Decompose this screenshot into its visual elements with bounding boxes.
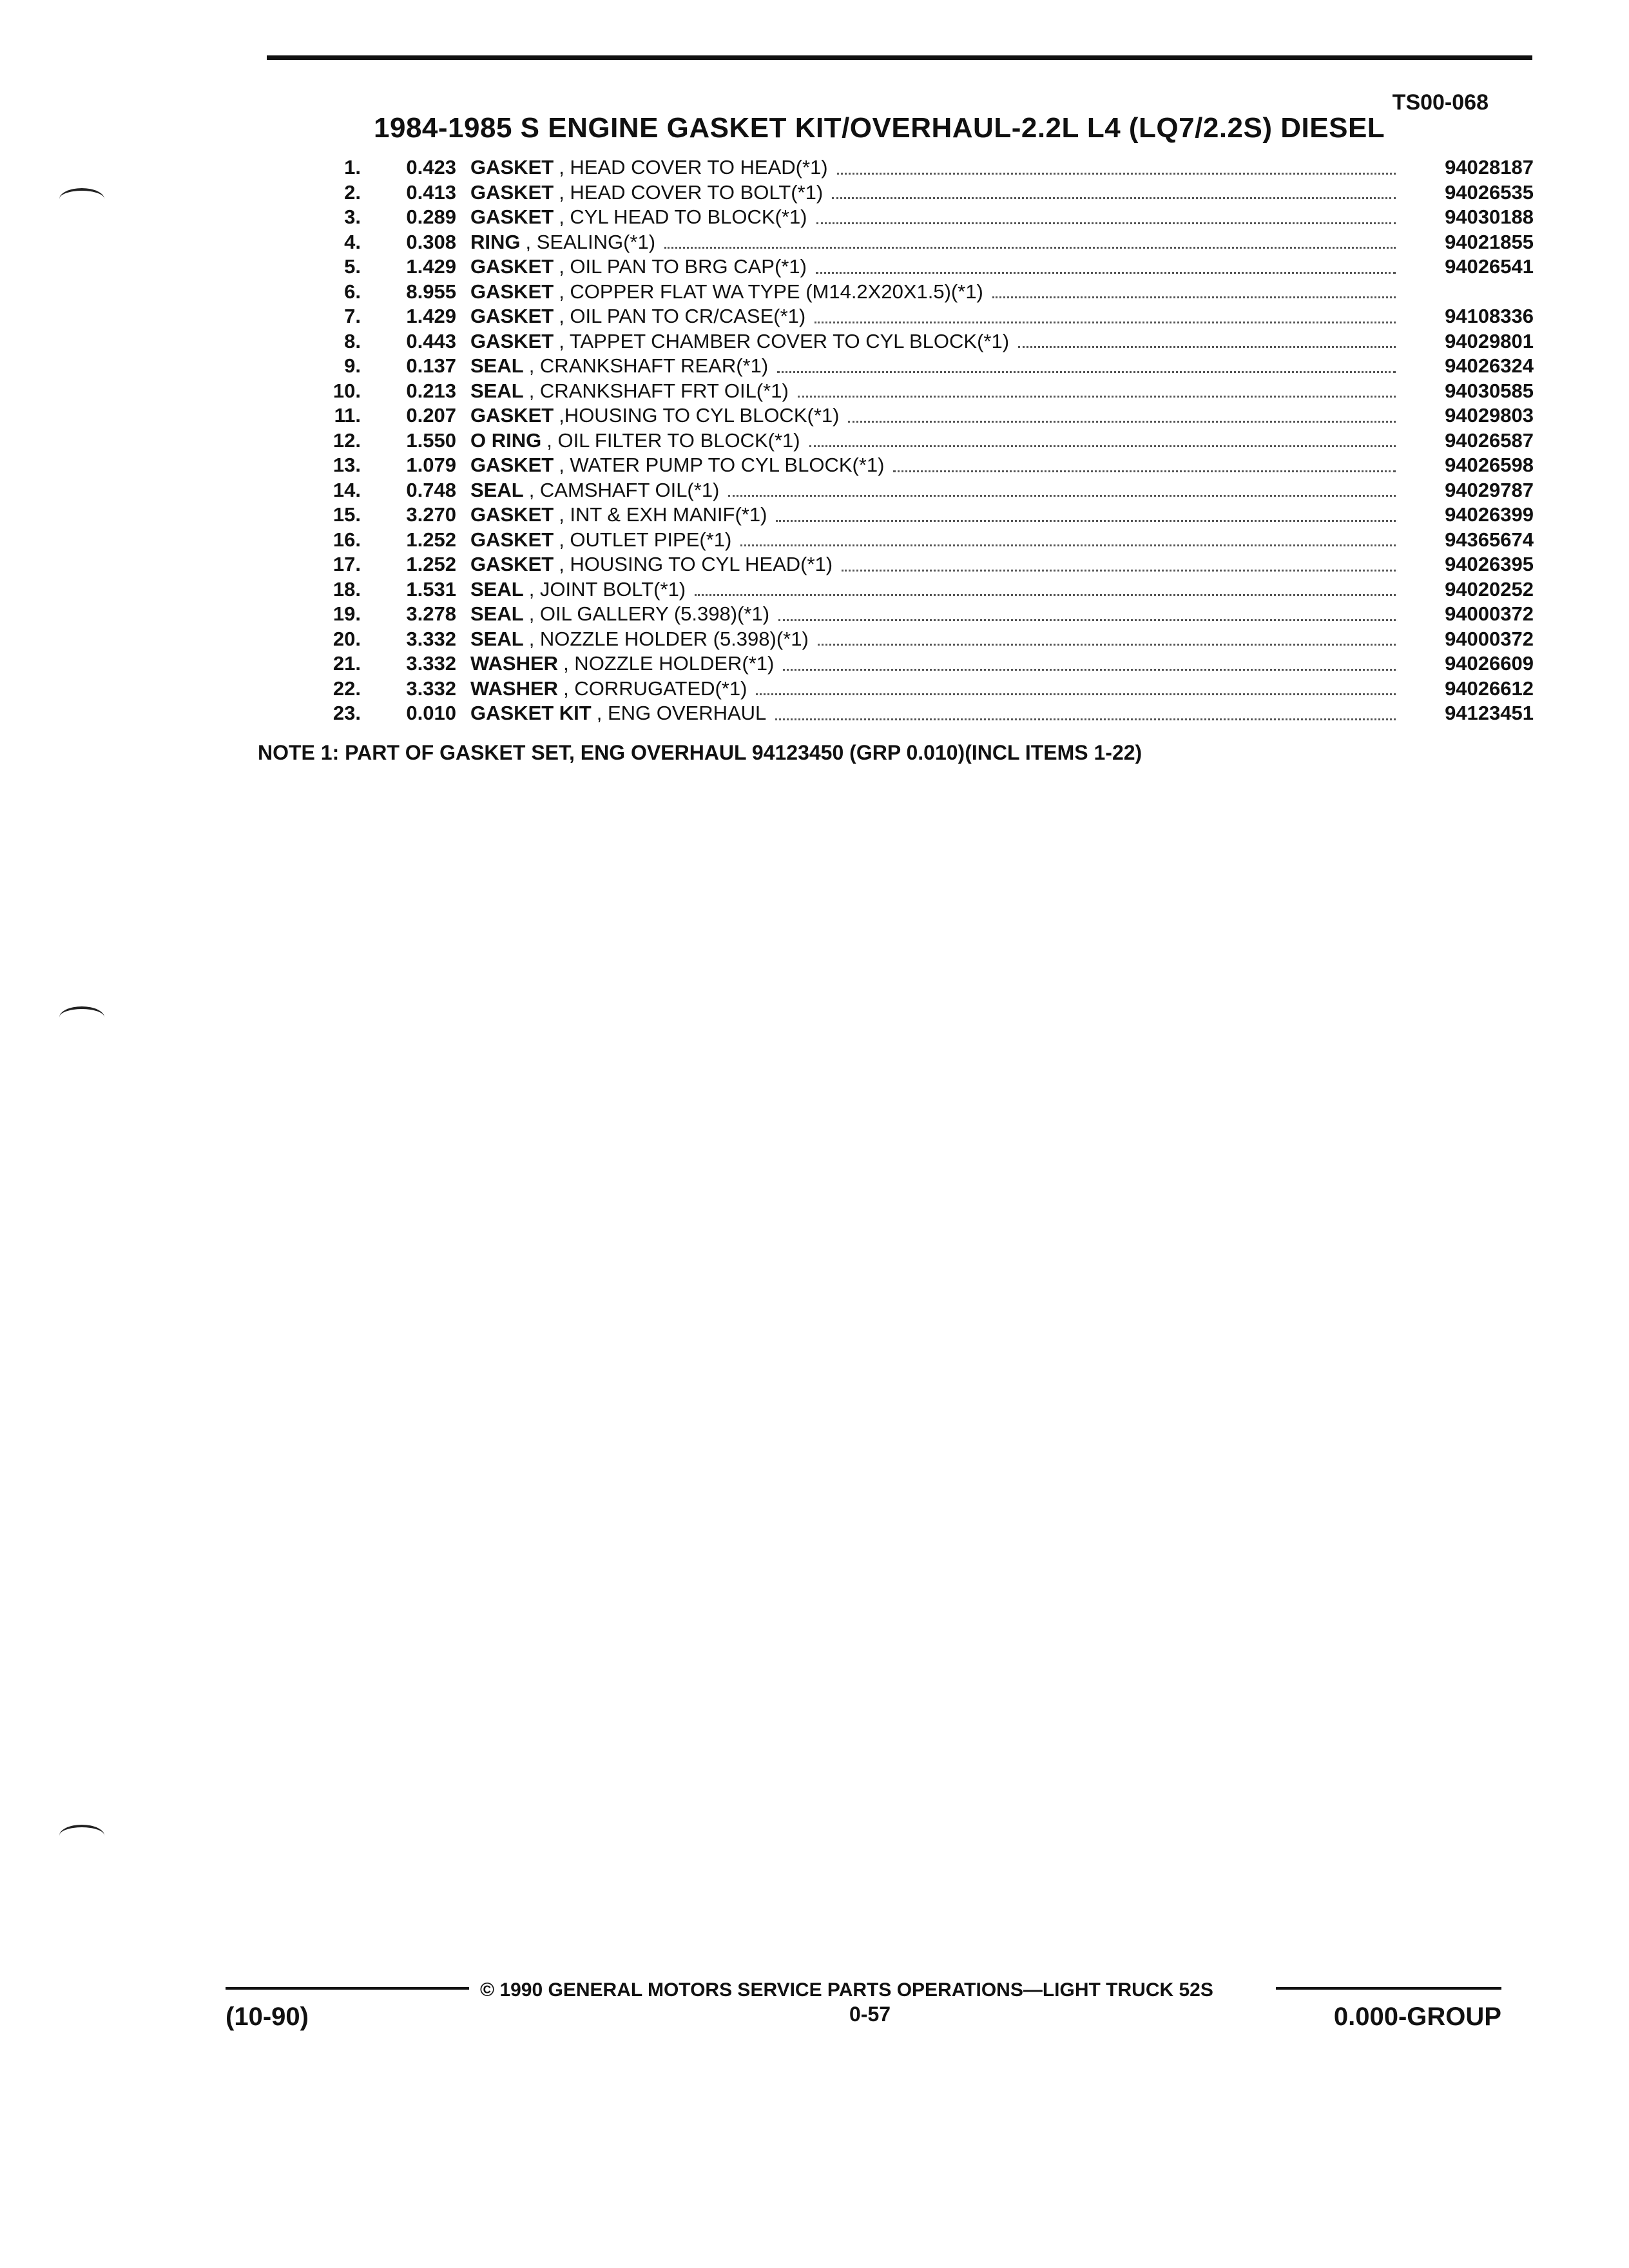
list-item <box>322 652 1534 677</box>
dot-leader <box>992 296 1396 298</box>
group-number: 0.289 <box>406 206 456 228</box>
part-description: , JOINT BOLT(*1) <box>528 577 686 601</box>
part-number: 94026535 <box>1445 180 1534 204</box>
dot-leader <box>740 544 1396 546</box>
item-number: 8. <box>344 329 361 352</box>
list-item <box>322 528 1534 553</box>
list-item <box>322 181 1534 206</box>
list-item <box>322 702 1534 727</box>
item-number: 18. <box>333 577 361 601</box>
dot-leader <box>776 520 1396 522</box>
part-description: ,HOUSING TO CYL BLOCK(*1) <box>559 404 840 427</box>
part-number: 94020252 <box>1445 577 1534 601</box>
list-item <box>322 578 1534 603</box>
dot-leader <box>893 470 1396 472</box>
part-description: , ENG OVERHAUL <box>596 702 767 724</box>
part-number: 94030585 <box>1445 379 1534 402</box>
part-description: , HOUSING TO CYL HEAD(*1) <box>559 553 833 575</box>
part-name: SEAL <box>470 354 524 377</box>
item-number: 22. <box>333 677 361 700</box>
dot-leader <box>775 718 1396 720</box>
part-name: SEAL <box>470 379 524 402</box>
item-number: 4. <box>344 230 361 253</box>
part-number: 94028187 <box>1445 156 1534 178</box>
group-number: 3.332 <box>406 627 456 650</box>
part-number: 94029801 <box>1445 329 1534 352</box>
item-number: 21. <box>333 652 361 675</box>
dot-leader <box>798 396 1396 398</box>
part-number: 94026399 <box>1445 503 1534 526</box>
dot-leader <box>848 421 1396 423</box>
part-description: , WATER PUMP TO CYL BLOCK(*1) <box>559 454 885 476</box>
footer-rule-right <box>1276 1987 1501 1990</box>
part-number: 94029803 <box>1445 404 1534 427</box>
part-name: GASKET <box>470 329 554 352</box>
part-name: WASHER <box>470 652 559 675</box>
part-number: 94026541 <box>1445 255 1534 278</box>
part-description: , TAPPET CHAMBER COVER TO CYL BLOCK(*1) <box>559 329 1010 352</box>
group-number: 3.270 <box>406 503 456 526</box>
item-number: 23. <box>333 702 361 724</box>
top-rule <box>267 55 1532 60</box>
part-name: SEAL <box>470 478 524 501</box>
group-number: 1.429 <box>406 305 456 327</box>
list-item <box>322 628 1534 653</box>
part-name: GASKET <box>470 553 554 575</box>
part-number: 94026609 <box>1445 652 1534 675</box>
item-number: 7. <box>344 305 361 327</box>
part-description: , OIL FILTER TO BLOCK(*1) <box>546 428 800 452</box>
part-name: GASKET <box>470 503 554 526</box>
part-number: 94021855 <box>1445 230 1534 253</box>
part-description: , CYL HEAD TO BLOCK(*1) <box>559 206 807 228</box>
group-number: 8.955 <box>406 280 456 303</box>
part-number: 94365674 <box>1445 528 1534 551</box>
part-description: , OUTLET PIPE(*1) <box>559 528 732 551</box>
part-number: 94000372 <box>1445 627 1534 650</box>
list-item <box>322 454 1534 479</box>
part-description: , CRANKSHAFT REAR(*1) <box>528 354 769 377</box>
part-number: 94123451 <box>1445 702 1534 724</box>
part-name: GASKET <box>470 454 554 476</box>
part-name: GASKET <box>470 404 554 427</box>
part-number: 94000372 <box>1445 602 1534 625</box>
part-name: GASKET <box>470 206 554 228</box>
part-description: , NOZZLE HOLDER(*1) <box>563 652 775 675</box>
group-number: 0.137 <box>406 354 456 377</box>
dot-leader <box>777 371 1396 373</box>
list-item <box>322 429 1534 454</box>
part-name: GASKET KIT <box>470 702 592 724</box>
part-name: GASKET <box>470 528 554 551</box>
item-number: 6. <box>344 280 361 303</box>
item-number: 15. <box>333 503 361 526</box>
part-name: GASKET <box>470 305 554 327</box>
list-item <box>322 677 1534 702</box>
parts-list <box>322 156 1534 727</box>
reference-code: TS00-068 <box>1392 90 1489 115</box>
part-description: , CRANKSHAFT FRT OIL(*1) <box>528 379 789 402</box>
part-name: SEAL <box>470 627 524 650</box>
group-number: 1.550 <box>406 428 456 452</box>
part-name: SEAL <box>470 602 524 625</box>
dot-leader <box>818 644 1396 646</box>
item-number: 17. <box>333 553 361 575</box>
item-number: 3. <box>344 206 361 228</box>
dot-leader <box>1018 346 1396 348</box>
part-name: RING <box>470 230 521 253</box>
part-description: , OIL PAN TO BRG CAP(*1) <box>559 255 807 278</box>
dot-leader <box>778 619 1396 621</box>
list-item <box>322 231 1534 256</box>
punch-hole-mark <box>59 1825 104 1847</box>
group-number: 0.443 <box>406 329 456 352</box>
group-number: 0.207 <box>406 404 456 427</box>
group-number: 0.423 <box>406 156 456 178</box>
part-description: , SEALING(*1) <box>525 230 656 253</box>
part-name: O RING <box>470 428 542 452</box>
dot-leader <box>728 495 1396 497</box>
dot-leader <box>756 693 1396 695</box>
part-description: , OIL GALLERY (5.398)(*1) <box>528 602 770 625</box>
part-description: , COPPER FLAT WA TYPE (M14.2X20X1.5)(*1) <box>559 280 983 303</box>
dot-leader <box>809 445 1396 447</box>
list-item <box>322 255 1534 280</box>
part-number: 94026324 <box>1445 354 1534 377</box>
group-number: 1.252 <box>406 528 456 551</box>
group-number: 3.332 <box>406 652 456 675</box>
part-description: , HEAD COVER TO BOLT(*1) <box>559 180 824 204</box>
footer-group: 0.000-GROUP <box>1333 2003 1501 2031</box>
list-item <box>322 479 1534 504</box>
group-number: 1.252 <box>406 553 456 575</box>
list-item <box>322 380 1534 405</box>
group-number: 0.010 <box>406 702 456 724</box>
part-description: , CORRUGATED(*1) <box>563 677 747 700</box>
dot-leader <box>695 594 1396 596</box>
dot-leader <box>816 272 1396 274</box>
item-number: 19. <box>333 602 361 625</box>
list-item <box>322 305 1534 330</box>
footer-date: (10-90) <box>226 2003 309 2031</box>
part-number: 94026587 <box>1445 428 1534 452</box>
part-name: GASKET <box>470 255 554 278</box>
item-number: 11. <box>334 404 361 427</box>
group-number: 0.413 <box>406 180 456 204</box>
group-number: 0.308 <box>406 230 456 253</box>
group-number: 1.429 <box>406 255 456 278</box>
part-number: 94026395 <box>1445 553 1534 575</box>
part-number: 94026598 <box>1445 454 1534 476</box>
dot-leader <box>837 173 1396 175</box>
group-number: 3.278 <box>406 602 456 625</box>
part-description: , INT & EXH MANIF(*1) <box>559 503 767 526</box>
list-item <box>322 206 1534 231</box>
footer-copyright: © 1990 GENERAL MOTORS SERVICE PARTS OPERATIONS—LIGHT TRUCK 52S <box>480 1979 1213 2001</box>
part-description: , CAMSHAFT OIL(*1) <box>528 478 720 501</box>
part-description: , HEAD COVER TO HEAD(*1) <box>559 156 828 178</box>
dot-leader <box>842 570 1396 572</box>
part-name: SEAL <box>470 577 524 601</box>
part-name: WASHER <box>470 677 559 700</box>
dot-leader <box>815 322 1396 323</box>
part-name: GASKET <box>470 180 554 204</box>
part-number: 94030188 <box>1445 206 1534 228</box>
list-item <box>322 330 1534 355</box>
item-number: 2. <box>344 180 361 204</box>
item-number: 5. <box>344 255 361 278</box>
part-description: , OIL PAN TO CR/CASE(*1) <box>559 305 806 327</box>
footnote: NOTE 1: PART OF GASKET SET, ENG OVERHAUL 94123450 (GRP 0.010)(INCL ITEMS 1-22) <box>258 741 1142 764</box>
part-number: 94108336 <box>1445 305 1534 327</box>
dot-leader <box>816 222 1396 224</box>
group-number: 3.332 <box>406 677 456 700</box>
list-item <box>322 404 1534 429</box>
punch-hole-mark <box>59 188 104 210</box>
group-number: 1.531 <box>406 577 456 601</box>
item-number: 16. <box>333 528 361 551</box>
list-item <box>322 280 1534 305</box>
part-name: GASKET <box>470 280 554 303</box>
punch-hole-mark <box>59 1006 104 1028</box>
group-number: 0.748 <box>406 478 456 501</box>
group-number: 0.213 <box>406 379 456 402</box>
list-item <box>322 354 1534 380</box>
item-number: 12. <box>333 428 361 452</box>
page-number: 0-57 <box>849 2003 891 2026</box>
dot-leader <box>832 197 1396 199</box>
dot-leader <box>783 669 1396 671</box>
item-number: 14. <box>333 478 361 501</box>
item-number: 9. <box>344 354 361 377</box>
list-item <box>322 156 1534 181</box>
dot-leader <box>664 247 1396 249</box>
group-number: 1.079 <box>406 454 456 476</box>
part-number: 94026612 <box>1445 677 1534 700</box>
item-number: 10. <box>333 379 361 402</box>
part-number: 94029787 <box>1445 478 1534 501</box>
list-item <box>322 602 1534 628</box>
part-name: GASKET <box>470 156 554 178</box>
part-description: , NOZZLE HOLDER (5.398)(*1) <box>528 627 809 650</box>
footer-rule-left <box>226 1987 469 1990</box>
list-item <box>322 553 1534 578</box>
item-number: 20. <box>333 627 361 650</box>
item-number: 1. <box>344 156 361 178</box>
item-number: 13. <box>333 454 361 476</box>
list-item <box>322 503 1534 528</box>
page-title: 1984-1985 S ENGINE GASKET KIT/OVERHAUL-2.2L L4 (LQ7/2.2S) DIESEL <box>374 112 1385 144</box>
